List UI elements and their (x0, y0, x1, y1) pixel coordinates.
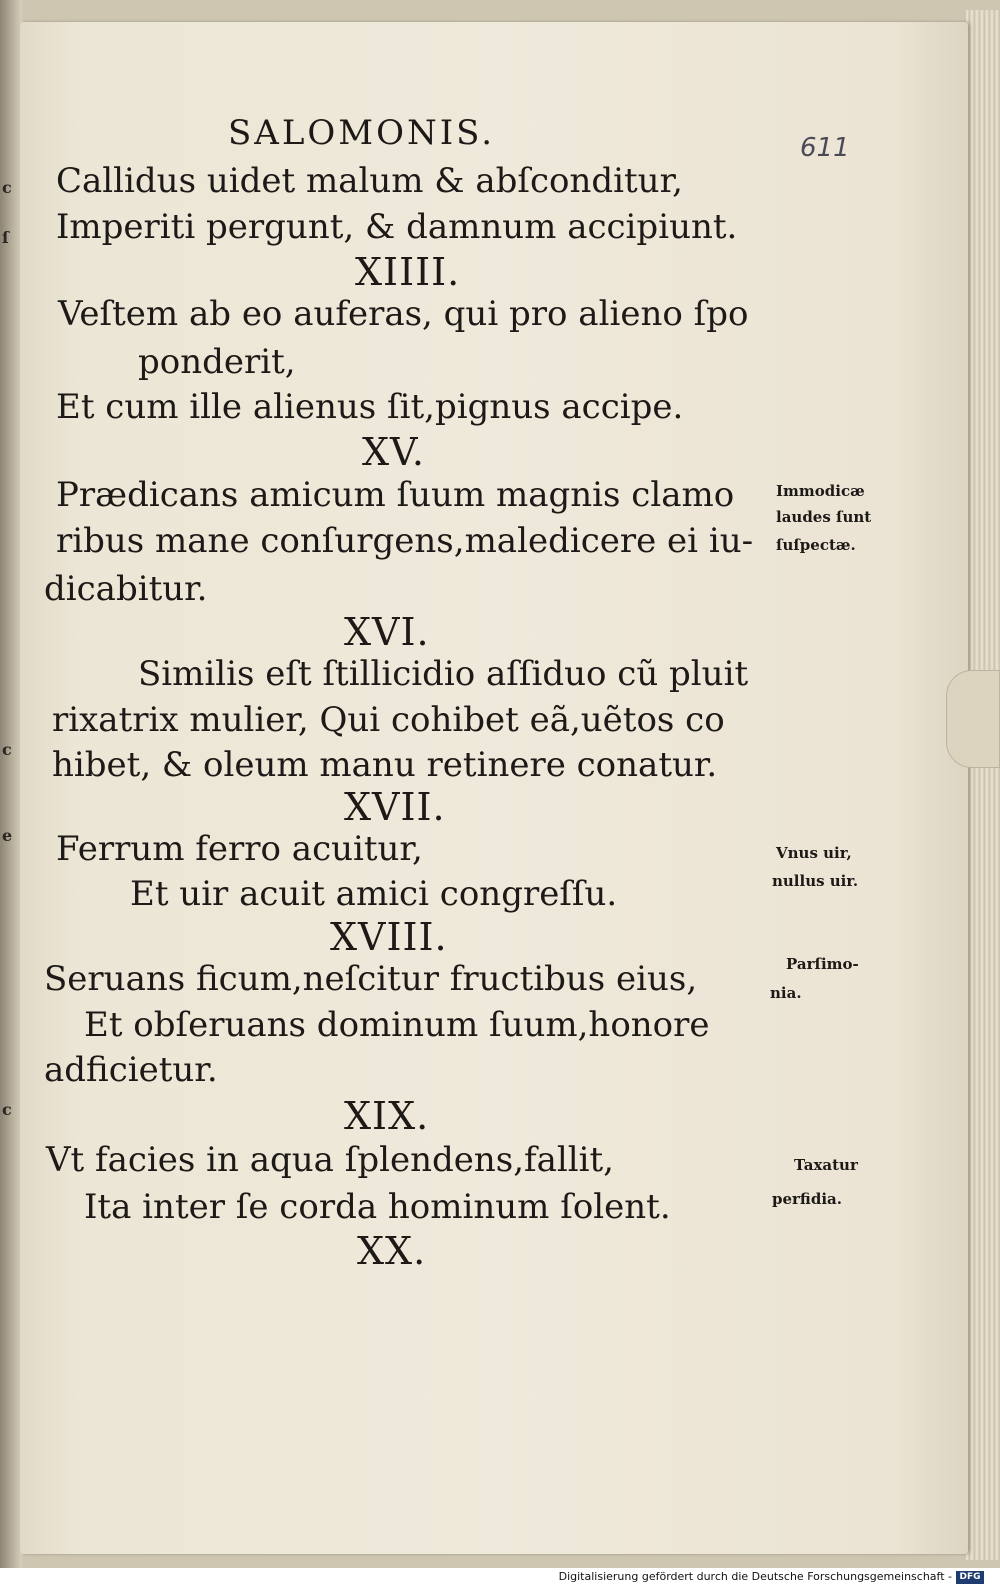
text-line: Vt facies in aqua ſplendens,fallit, (46, 1140, 614, 1180)
text-line: ponderit, (138, 342, 296, 382)
text-line: Et obſeruans dominum ſuum,honore (84, 1005, 710, 1045)
section-number: XVI. (344, 610, 430, 654)
section-number: XV. (362, 430, 425, 474)
funding-credit: Digitalisierung gefördert durch die Deutsche Forschungsgemeinschaft - (558, 1570, 952, 1583)
text-line: hibet, & oleum manu retinere conatur. (52, 745, 718, 785)
edge-glyph: c (2, 178, 12, 197)
text-line: adficietur. (44, 1050, 218, 1090)
page-fore-edge (966, 10, 1000, 1560)
book-page (20, 22, 968, 1554)
marginal-note: Parſimo- (786, 955, 859, 973)
section-number: XVII. (344, 785, 446, 829)
edge-glyph: c (2, 1100, 12, 1119)
text-line: ribus mane conſurgens,maledicere ei iu- (56, 521, 754, 561)
marginal-note: nullus uir. (772, 872, 859, 890)
text-line: dicabitur. (44, 569, 208, 609)
section-number: XIX. (344, 1094, 430, 1138)
marginal-note: Taxatur (794, 1156, 858, 1174)
edge-glyph: e (2, 826, 13, 845)
edge-glyph: ſ (2, 228, 9, 247)
text-line: Ita inter ſe corda hominum ſolent. (84, 1187, 671, 1227)
marginal-note: Immodicæ (776, 482, 865, 500)
section-number: XIIII. (355, 250, 461, 294)
text-line: Et uir acuit amici congreſſu. (130, 874, 618, 914)
marginal-note: Vnus uir, (776, 844, 852, 862)
marginal-note: perfidia. (772, 1190, 842, 1208)
digitization-footer (0, 1568, 1000, 1587)
text-line: Callidus uidet malum & abſconditur, (56, 161, 683, 201)
text-line: Similis eſt ſtillicidio aſſiduo cũ pluit (138, 654, 749, 694)
marginal-note: laudes ſunt (776, 508, 872, 526)
text-line: Imperiti pergunt, & damnum accipiunt. (56, 207, 738, 247)
bookmark-tab (946, 670, 1000, 768)
text-line: Prædicans amicum ſuum magnis clamo (56, 475, 735, 515)
handwritten-folio-number: 611 (800, 133, 850, 163)
dfg-logo: DFG (956, 1571, 984, 1584)
marginal-note: nia. (770, 984, 802, 1002)
text-line: Veſtem ab eo auferas, qui pro alieno ſpo (58, 294, 749, 334)
text-line: Et cum ille alienus ſit,pignus accipe. (56, 387, 684, 427)
section-number: XX. (357, 1229, 427, 1273)
text-line: rixatrix mulier, Qui cohibet eã,uẽtos co (52, 700, 725, 740)
running-title: SALOMONIS. (228, 113, 496, 153)
edge-glyph: c (2, 740, 12, 759)
text-line: Ferrum ferro acuitur, (56, 829, 423, 869)
marginal-note: ſuſpectæ. (776, 536, 856, 554)
section-number: XVIII. (330, 915, 448, 959)
text-line: Seruans ficum,neſcitur fructibus eius, (44, 959, 698, 999)
